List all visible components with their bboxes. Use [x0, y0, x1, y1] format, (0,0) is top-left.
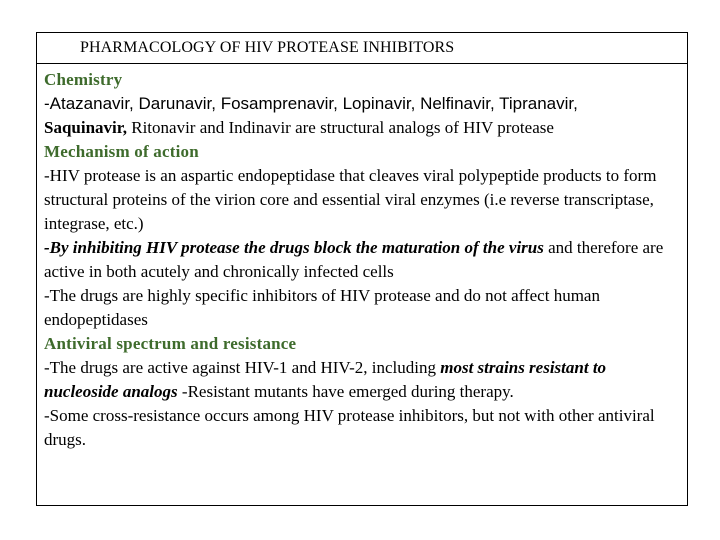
mechanism-line-2: [44, 236, 681, 284]
spectrum-line-1-end: -Resistant mutants have emerged during therapy.: [177, 382, 514, 401]
spectrum-line-2: -Some cross-resistance occurs among HIV protease inhibitors, but not with other antiviral drugs.: [44, 406, 655, 449]
mechanism-emphasis: -By inhibiting HIV protease the drugs block the maturation of the virus: [44, 238, 544, 257]
body-text: [37, 64, 687, 452]
saquinavir-text: Saquinavir,: [44, 118, 127, 137]
page-title: PHARMACOLOGY OF HIV PROTEASE INHIBITORS: [37, 33, 687, 64]
spectrum-heading: Antiviral spectrum and resistance: [44, 334, 297, 353]
content-box: [36, 32, 688, 506]
chemistry-rest: Ritonavir and Indinavir are structural analogs of HIV protease: [127, 118, 554, 137]
drug-list: -Atazanavir, Darunavir, Fosamprenavir, Lopinavir, Nelfinavir, Tipranavir,: [44, 94, 578, 113]
mechanism-line-3: -The drugs are highly specific inhibitors of HIV protease and do not affect human endopeptidases: [44, 286, 600, 329]
mechanism-line-2-rest: and therefore are active in both acutely and chronically infected cells: [44, 238, 664, 281]
chemistry-heading: Chemistry: [44, 70, 123, 89]
chemistry-paragraph: [44, 116, 681, 140]
spectrum-line-1: [44, 356, 681, 404]
mechanism-line-1: -HIV protease is an aspartic endopeptidase that cleaves viral polypeptide products to form structural proteins of the virion core and essential viral enzymes (i.e reverse transcriptase, integrase, etc.): [44, 166, 657, 233]
spectrum-emphasis: most strains resistant to nucleoside analogs: [44, 358, 607, 401]
spectrum-line-1-start: -The drugs are active against HIV-1 and HIV-2, including: [44, 358, 441, 377]
mechanism-heading: Mechanism of action: [44, 142, 199, 161]
